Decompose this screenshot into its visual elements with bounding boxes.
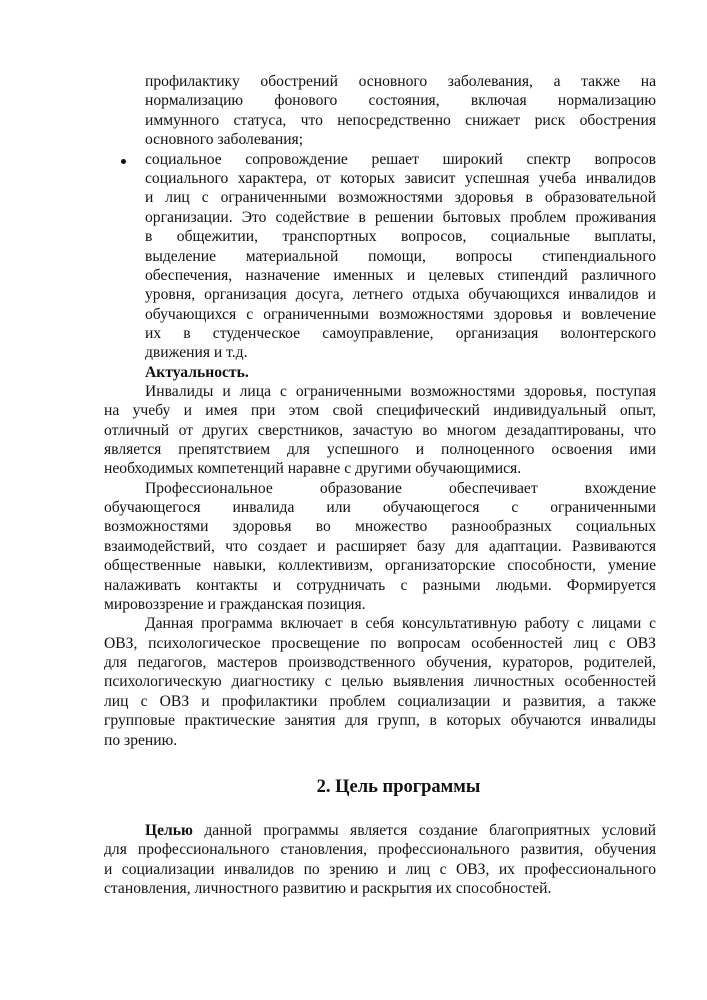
text-line: Инвалиды и лица с ограниченными возможностями здоровья, поступая [145,383,656,400]
bullet-icon [121,159,126,164]
text-line: социальное сопровождение решает широкий спектр вопросов [145,151,656,168]
goal-first-line [145,821,656,840]
text-line: является препятствием для успешного и полноценного освоения ими [104,441,656,458]
text-line: мировоззрение и гражданская позиция. [104,596,366,613]
text-line: нормализацию фонового состояния, включая нормализацию [145,92,656,109]
text-line: основного заболевания; [145,131,304,148]
text-line: на учебу и имея при этом свой специфический индивидуальный опыт, [104,402,656,419]
subheading: Актуальность. [145,364,249,381]
text-line: ОВЗ, психологическое просвещение по вопросам особенностей лиц с ОВЗ [104,635,656,652]
text-line: обучающихся с ограниченными возможностями здоровья и вовлечение [145,306,656,323]
text-line: взаимодействий, что создает и расширяет базу для адаптации. Развиваются [104,538,656,555]
text-line: Профессиональное образование обеспечивает вхождение [145,480,656,497]
goal-bold: Целью [145,822,193,839]
text-line: возможностями здоровья во множество разнообразных социальных [104,518,656,535]
text-line: социального характера, от которых зависит успешная учеба инвалидов [145,170,656,187]
text-line: уровня, организация досуга, летнего отдыха обучающихся инвалидов и [145,286,656,303]
text-line: отличный от других сверстников, зачастую во многом дезадаптированы, что [104,422,656,439]
text-line: налаживать контакты и сотрудничать с разными людьми. Формируется [104,577,656,594]
text-line: в общежитии, транспортных вопросов, социальные выплаты, [145,228,656,245]
text-line: и лиц с ограниченными возможностями здоровья в образовательной [145,189,656,206]
text-line: обучающегося инвалида или обучающегося с ограниченными [104,499,656,516]
text-line: по зрению. [104,732,178,749]
text-line: необходимых компетенций наравне с другими обучающимися. [104,460,522,477]
goal-line: для профессионального становления, профессионального развития, обучения [104,841,656,858]
text-line: для педагогов, мастеров производственного обучения, кураторов, родителей, [104,654,656,671]
text-line: обеспечения, назначение именных и целевых стипендий различного [145,267,656,284]
goal-line: становления, личностного развитию и раскрытия их способностей. [104,880,552,897]
text-line: групповые практические занятия для групп, в которых обучаются инвалиды [104,712,656,729]
text-line: общественные навыки, коллективизм, организаторские способности, умение [104,557,656,574]
text-line: Данная программа включает в себя консультативную работу с лицами с [145,615,656,632]
goal-line: и социализации инвалидов по зрению и лиц с ОВЗ, их профессионального [104,861,656,878]
text-line: организации. Это содействие в решении бытовых проблем проживания [145,209,656,226]
text-line: психологическую диагностику с целью выявления личностных особенностей [104,673,656,690]
text-line: иммунного статуса, что непосредственно снижает риск обострения [145,112,656,129]
text-line: лиц с ОВЗ и профилактики проблем социализации и развития, а также [104,693,656,710]
goal-rest: данной программы является создание благоприятных условий [192,822,656,839]
text-line: их в студенческое самоуправление, организация волонтерского [145,325,656,342]
text-line: выделение материальной помощи, вопросы стипендиального [145,248,656,265]
text-line: движения и т.д. [145,344,248,361]
section-heading: 2. Цель программы [316,777,481,797]
text-line: профилактику обострений основного заболевания, а также на [145,73,656,90]
